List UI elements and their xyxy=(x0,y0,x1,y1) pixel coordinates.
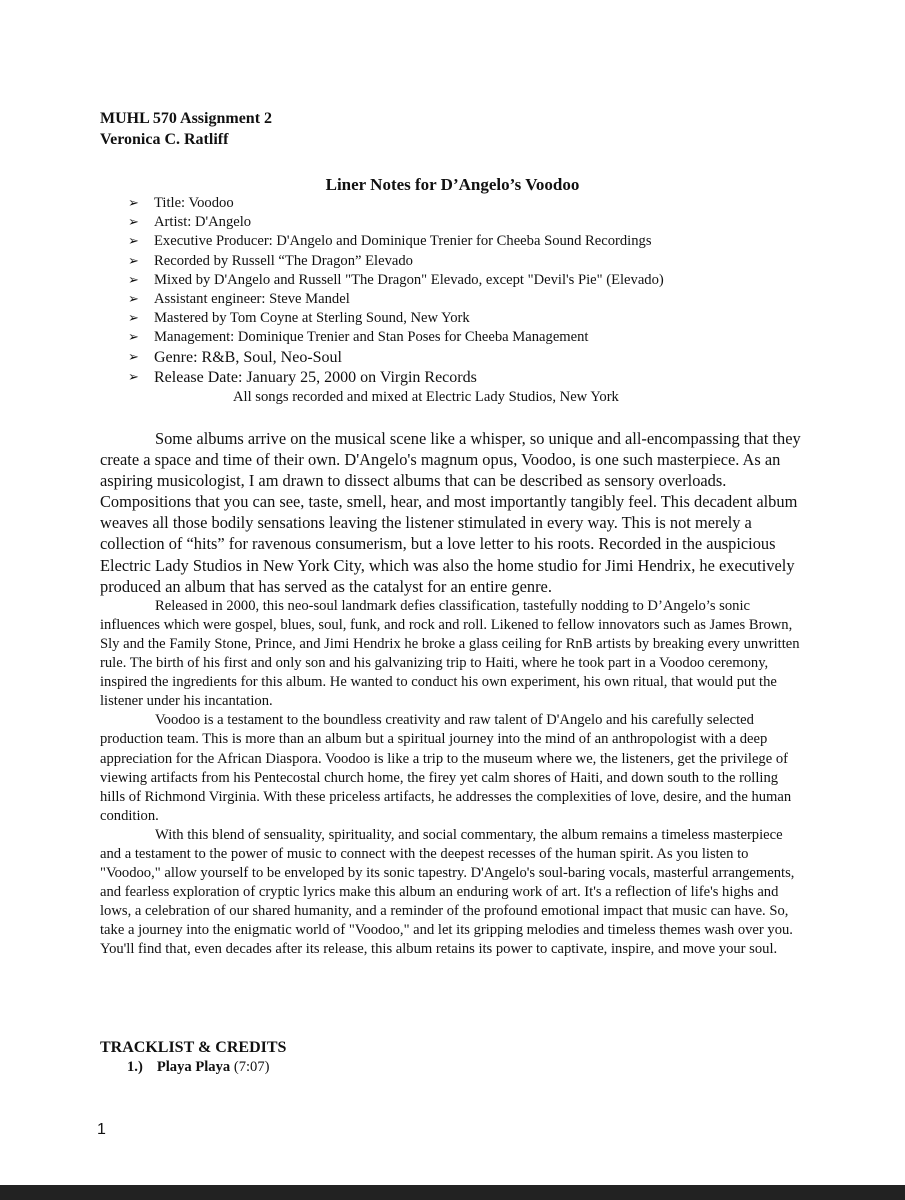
course-assignment: MUHL 570 Assignment 2 xyxy=(100,110,273,127)
info-item xyxy=(128,213,664,232)
essay-paragraph: With this blend of sensuality, spirituality, and social commentary, the album remains a timeless masterpiece and a testament to the power of music to connect with the deepest recesses of the human spirit. As you listen to "Voodoo," allow yourself to be enveloped by its sonic tapestry. D'Angelo's soul-baring vocals, masterful arrangements, and fearless exploration of cryptic lyrics make this album an enduring work of art. It's a reflection of life's highs and lows, a celebration of our shared humanity, and a reminder of the profound emotional impact that music can have. So, take a journey into the enigmatic world of "Voodoo," and let its gripping melodies and timeless themes wash over you. You'll find that, even decades after its release, this album retains its power to captivate, inspire, and move your soul. xyxy=(100,826,795,958)
essay-paragraph: Some albums arrive on the musical scene like a whisper, so unique and all-encompassing that they create a space and time of their own. D'Angelo's magnum opus, Voodoo, is one such masterpiece. As an aspiring musicologist, I am drawn to dissect albums that can be described as sensory overloads. Compositions that you can see, taste, smell, hear, and most importantly tangibly feel. This decadent album weaves all those bodily sensations leaving the listener stimulated in every way. This is not merely a collection of “hits” for ravenous consumerism, but a love letter to his roots. Recorded in the auspicious Electric Lady Studios in New York City, which was also the home studio for Jimi Hendrix, he executively produced an album that has served as the catalyst for an entire genre. xyxy=(100,429,801,596)
author-name: Veronica C. Ratliff xyxy=(100,131,229,148)
info-item xyxy=(128,232,664,251)
viewer-bottom-bar xyxy=(0,1185,905,1200)
arrowhead-bullet-icon: ➢ xyxy=(128,272,139,288)
arrowhead-bullet-icon: ➢ xyxy=(128,349,139,365)
essay-body xyxy=(100,428,805,960)
track-name: Playa Playa xyxy=(156,1059,231,1075)
tracklist-heading: TRACKLIST & CREDITS xyxy=(100,1039,287,1056)
info-text: Artist: D'Angelo xyxy=(154,214,252,231)
essay-paragraph: Voodoo is a testament to the boundless creativity and raw talent of D'Angelo and his carefully selected production team. This is more than an album but a spiritual journey into the mind of an anthropologist with a deep appreciation for the African Diaspora. Voodoo is like a trip to the museum where we, the listeners, get the privilege of viewing artifacts from his Pentecostal church home, the firey yet calm shores of Haiti, and down south to the rolling hills of Richmond Virginia. With these priceless artifacts, he addresses the complexities of love, desire, and the human condition. xyxy=(100,712,792,824)
info-text: Recorded by Russell “The Dragon” Elevado xyxy=(154,252,413,269)
info-text: Mastered by Tom Coyne at Sterling Sound, New York xyxy=(154,310,470,327)
info-item xyxy=(128,328,664,347)
info-text: Management: Dominique Trenier and Stan Poses for Cheeba Management xyxy=(154,329,589,346)
track-duration: (7:07) xyxy=(233,1059,270,1075)
info-text: Executive Producer: D'Angelo and Dominique Trenier for Cheeba Sound Recordings xyxy=(154,233,652,250)
arrowhead-bullet-icon: ➢ xyxy=(128,253,139,269)
info-item xyxy=(128,252,664,271)
info-item xyxy=(128,290,664,309)
album-info-list xyxy=(128,194,664,388)
essay-paragraph: Released in 2000, this neo-soul landmark defies classification, tastefully nodding to D’Angelo’s sonic influences which were gospel, blues, soul, funk, and rock and roll. Likened to fellow innovators such as James Brown, Sly and the Family Stone, Prince, and Jimi Hendrix he broke a glass ceiling for RnB artists by breaking every unwritten rule. The birth of his first and only son and his galvanizing trip to Haiti, where he took part in a Voodoo ceremony, inspired the ingredients for this album. He wanted to conduct his own experiment, his own ritual, that would put the listener under his incantation. xyxy=(100,597,800,710)
info-item xyxy=(128,309,664,328)
info-text: Genre: R&B, Soul, Neo-Soul xyxy=(154,348,342,366)
arrowhead-bullet-icon: ➢ xyxy=(128,311,139,327)
info-text: Mixed by D'Angelo and Russell "The Dragon" Elevado, except "Devil's Pie" (Elevado) xyxy=(154,271,664,288)
arrowhead-bullet-icon: ➢ xyxy=(128,196,139,211)
arrowhead-bullet-icon: ➢ xyxy=(128,369,139,385)
info-text: Title: Voodoo xyxy=(154,195,234,211)
arrowhead-bullet-icon: ➢ xyxy=(128,292,139,308)
document-header xyxy=(100,108,272,150)
info-item xyxy=(128,194,664,213)
info-text: Release Date: January 25, 2000 on Virgin Records xyxy=(154,368,477,386)
arrowhead-bullet-icon: ➢ xyxy=(128,330,139,346)
track-number: 1.) xyxy=(127,1059,143,1075)
info-item xyxy=(128,271,664,290)
arrowhead-bullet-icon: ➢ xyxy=(128,215,139,231)
info-item xyxy=(128,368,664,388)
document-title: Liner Notes for D’Angelo’s Voodoo xyxy=(325,175,580,194)
track-item xyxy=(127,1059,270,1076)
recording-location-note: All songs recorded and mixed at Electric Lady Studios, New York xyxy=(233,389,619,405)
page-number: 1 xyxy=(97,1121,106,1138)
info-text: Assistant engineer: Steve Mandel xyxy=(154,291,350,308)
arrowhead-bullet-icon: ➢ xyxy=(128,234,139,250)
info-item xyxy=(128,348,664,368)
